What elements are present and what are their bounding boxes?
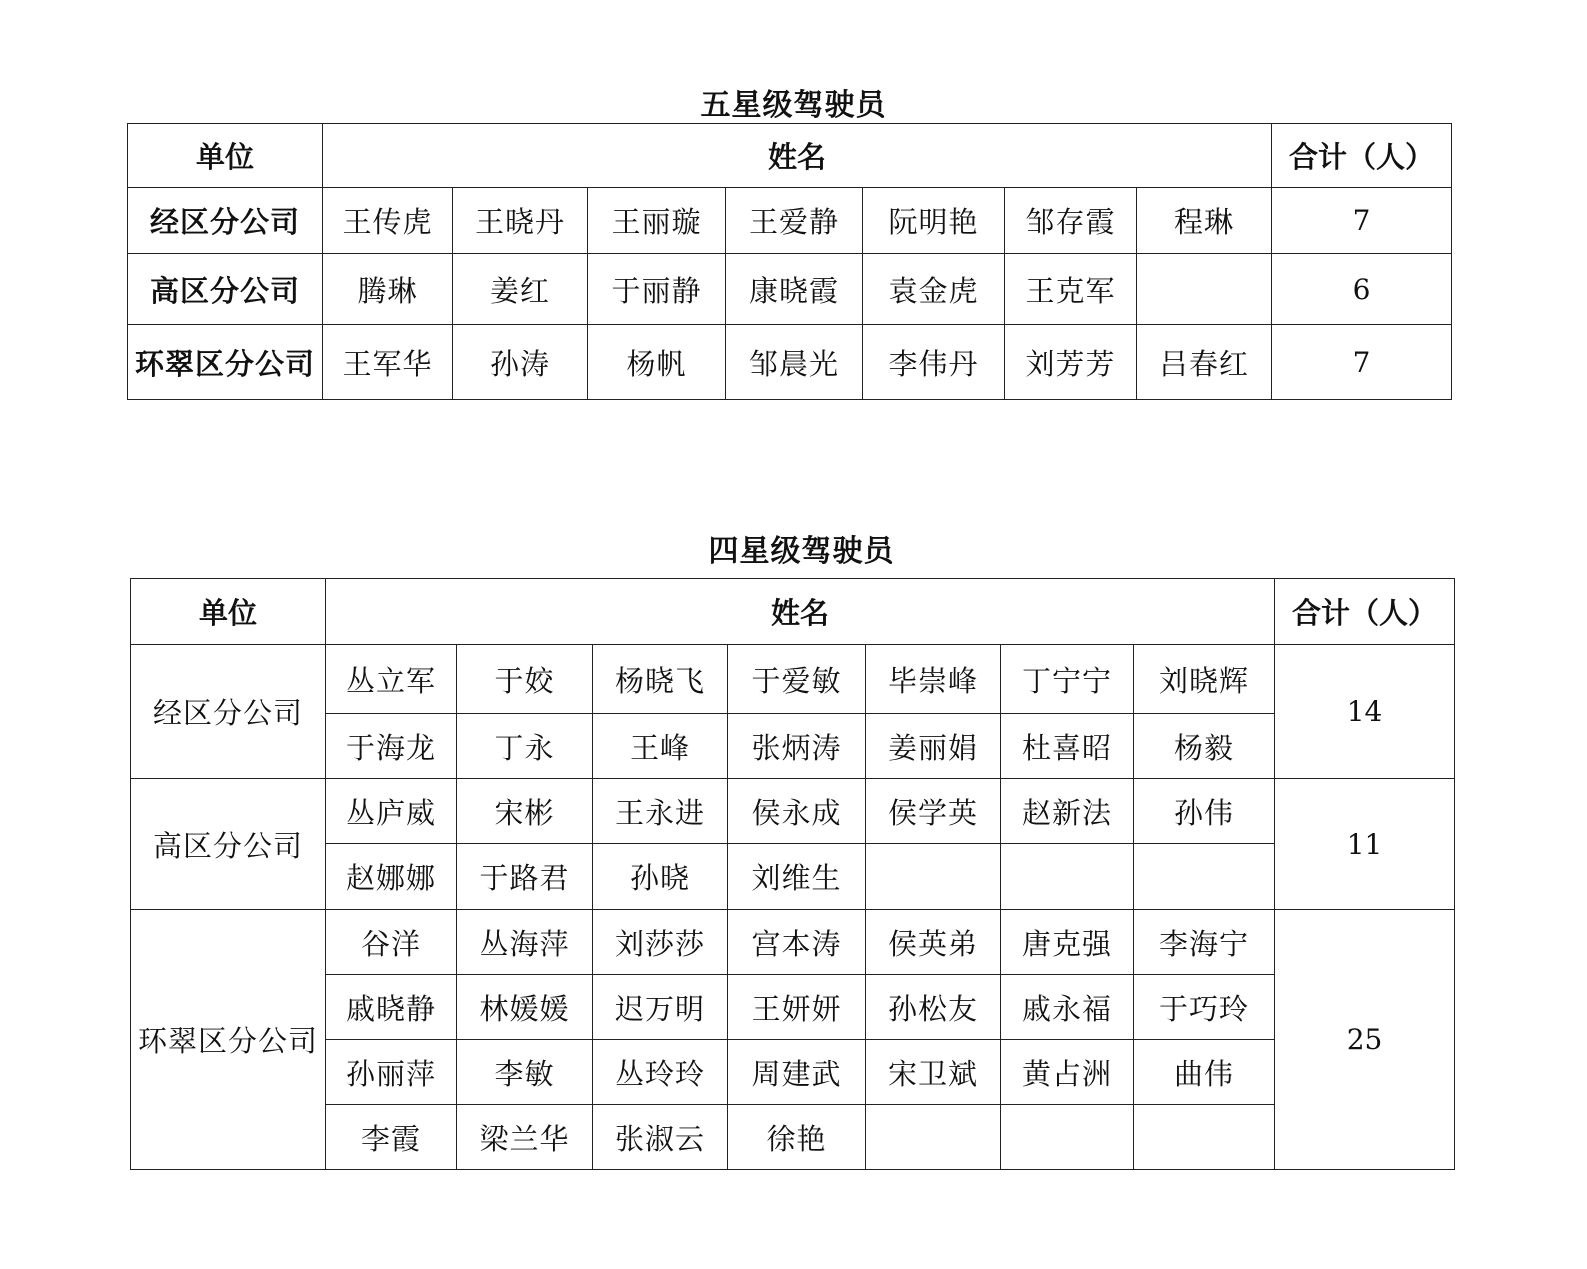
name-cell: 王丽璇: [588, 188, 726, 254]
name-cell: 孙松友: [866, 975, 1001, 1040]
total-cell: 6: [1272, 254, 1452, 325]
name-cell: 曲伟: [1134, 1040, 1275, 1105]
name-cell: 宋卫斌: [866, 1040, 1001, 1105]
five-star-title: 五星级驾驶员: [700, 88, 887, 123]
name-cell: 唐克强: [1001, 910, 1134, 975]
header-unit: 单位: [131, 579, 326, 645]
name-cell: 杨毅: [1134, 714, 1275, 779]
name-cell: 周建武: [728, 1040, 866, 1105]
five-star-table: [127, 123, 1452, 400]
name-cell: 杨帆: [588, 325, 726, 400]
name-cell: [1137, 254, 1272, 325]
name-cell: 王军华: [323, 325, 453, 400]
table-row: [128, 188, 1452, 254]
header-total: 合计（人）: [1272, 124, 1452, 188]
name-cell: 于丽静: [588, 254, 726, 325]
name-cell: 程琳: [1137, 188, 1272, 254]
table-row: [131, 844, 1455, 910]
table-row: [131, 645, 1455, 714]
name-cell: 张炳涛: [728, 714, 866, 779]
four-star-title: 四星级驾驶员: [708, 534, 895, 569]
name-cell: 梁兰华: [457, 1105, 593, 1170]
unit-cell: 环翠区分公司: [131, 910, 326, 1170]
name-cell: 李海宁: [1134, 910, 1275, 975]
name-cell: 张淑云: [593, 1105, 728, 1170]
name-cell: 赵新法: [1001, 779, 1134, 844]
table-row: [131, 1040, 1455, 1105]
unit-cell: 经区分公司: [128, 188, 323, 254]
name-cell: 黄占洲: [1001, 1040, 1134, 1105]
header-unit: 单位: [128, 124, 323, 188]
name-cell: 于姣: [457, 645, 593, 714]
table-row: [128, 325, 1452, 400]
name-cell: 王妍妍: [728, 975, 866, 1040]
name-cell: 康晓霞: [726, 254, 863, 325]
name-cell: [866, 1105, 1001, 1170]
table-row: [131, 1105, 1455, 1170]
name-cell: 王爱静: [726, 188, 863, 254]
name-cell: 孙涛: [453, 325, 588, 400]
five-star-header-row: [128, 124, 1452, 188]
name-cell: 邹存霞: [1005, 188, 1137, 254]
name-cell: 丛庐威: [326, 779, 457, 844]
name-cell: 迟万明: [593, 975, 728, 1040]
header-total: 合计（人）: [1275, 579, 1455, 645]
table-row: [131, 910, 1455, 975]
table-row: [128, 254, 1452, 325]
name-cell: 王晓丹: [453, 188, 588, 254]
name-cell: 杨晓飞: [593, 645, 728, 714]
name-cell: [1134, 844, 1275, 910]
name-cell: 毕崇峰: [866, 645, 1001, 714]
name-cell: 赵娜娜: [326, 844, 457, 910]
unit-cell: 环翠区分公司: [128, 325, 323, 400]
name-cell: 李伟丹: [863, 325, 1005, 400]
name-cell: 宫本涛: [728, 910, 866, 975]
total-cell: 7: [1272, 325, 1452, 400]
total-cell: 25: [1275, 910, 1455, 1170]
name-cell: 宋彬: [457, 779, 593, 844]
four-star-table: [130, 578, 1455, 1170]
name-cell: 阮明艳: [863, 188, 1005, 254]
name-cell: [866, 844, 1001, 910]
header-names: 姓名: [323, 124, 1272, 188]
name-cell: 戚永福: [1001, 975, 1134, 1040]
name-cell: 刘维生: [728, 844, 866, 910]
name-cell: 徐艳: [728, 1105, 866, 1170]
name-cell: 杜喜昭: [1001, 714, 1134, 779]
four-star-header-row: [131, 579, 1455, 645]
name-cell: 侯英弟: [866, 910, 1001, 975]
total-cell: 14: [1275, 645, 1455, 779]
name-cell: 于路君: [457, 844, 593, 910]
name-cell: 王传虎: [323, 188, 453, 254]
name-cell: 孙晓: [593, 844, 728, 910]
name-cell: 林媛媛: [457, 975, 593, 1040]
table-row: [131, 779, 1455, 844]
name-cell: 腾琳: [323, 254, 453, 325]
name-cell: 李敏: [457, 1040, 593, 1105]
name-cell: 丁宁宁: [1001, 645, 1134, 714]
name-cell: 丛立军: [326, 645, 457, 714]
name-cell: 姜丽娟: [866, 714, 1001, 779]
total-cell: 7: [1272, 188, 1452, 254]
name-cell: 丁永: [457, 714, 593, 779]
name-cell: 丛海萍: [457, 910, 593, 975]
name-cell: 谷洋: [326, 910, 457, 975]
header-names: 姓名: [326, 579, 1275, 645]
name-cell: 吕春红: [1137, 325, 1272, 400]
name-cell: 于爱敏: [728, 645, 866, 714]
name-cell: [1134, 1105, 1275, 1170]
name-cell: [1001, 844, 1134, 910]
unit-cell: 高区分公司: [128, 254, 323, 325]
name-cell: 王永进: [593, 779, 728, 844]
name-cell: 袁金虎: [863, 254, 1005, 325]
name-cell: 姜红: [453, 254, 588, 325]
name-cell: 李霞: [326, 1105, 457, 1170]
name-cell: 侯永成: [728, 779, 866, 844]
name-cell: 王峰: [593, 714, 728, 779]
total-cell: 11: [1275, 779, 1455, 910]
name-cell: 孙伟: [1134, 779, 1275, 844]
name-cell: 于巧玲: [1134, 975, 1275, 1040]
name-cell: [1001, 1105, 1134, 1170]
name-cell: 戚晓静: [326, 975, 457, 1040]
unit-cell: 经区分公司: [131, 645, 326, 779]
name-cell: 侯学英: [866, 779, 1001, 844]
unit-cell: 高区分公司: [131, 779, 326, 910]
name-cell: 王克军: [1005, 254, 1137, 325]
name-cell: 刘莎莎: [593, 910, 728, 975]
name-cell: 刘晓辉: [1134, 645, 1275, 714]
name-cell: 丛玲玲: [593, 1040, 728, 1105]
name-cell: 于海龙: [326, 714, 457, 779]
name-cell: 刘芳芳: [1005, 325, 1137, 400]
table-row: [131, 975, 1455, 1040]
table-row: [131, 714, 1455, 779]
name-cell: 邹晨光: [726, 325, 863, 400]
name-cell: 孙丽萍: [326, 1040, 457, 1105]
